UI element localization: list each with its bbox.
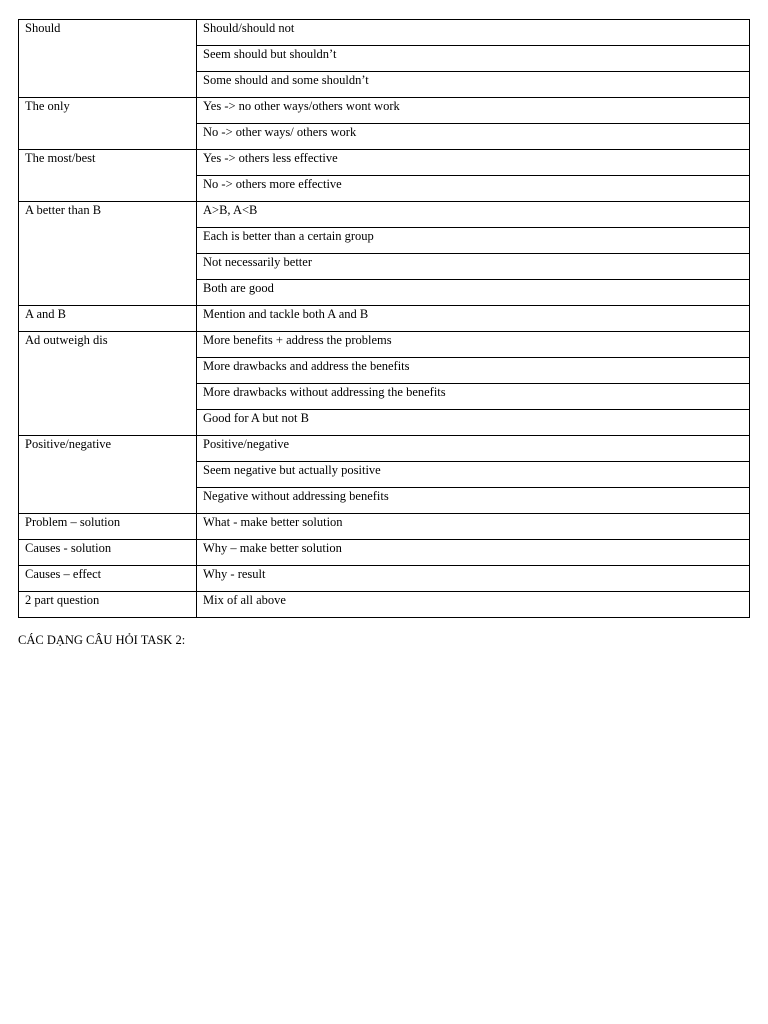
table-row bbox=[19, 436, 750, 462]
table-row bbox=[19, 202, 750, 228]
approach-text: More drawbacks and address the benefits bbox=[203, 359, 410, 373]
approach-cell bbox=[197, 254, 750, 280]
approach-text: Should/should not bbox=[203, 21, 295, 35]
approach-text: Yes -> no other ways/others wont work bbox=[203, 99, 400, 113]
question-type-label: Problem – solution bbox=[25, 515, 121, 529]
question-type-cell bbox=[19, 592, 197, 618]
approach-text: A>B, A<B bbox=[203, 203, 258, 217]
approach-text: Yes -> others less effective bbox=[203, 151, 338, 165]
approach-cell bbox=[197, 514, 750, 540]
question-type-cell bbox=[19, 332, 197, 436]
table-row bbox=[19, 566, 750, 592]
question-type-cell bbox=[19, 540, 197, 566]
table-row bbox=[19, 592, 750, 618]
table-row bbox=[19, 514, 750, 540]
approach-text: Mention and tackle both A and B bbox=[203, 307, 369, 321]
question-type-label: The only bbox=[25, 99, 70, 113]
approach-cell bbox=[197, 46, 750, 72]
approach-cell bbox=[197, 72, 750, 98]
question-type-label: Positive/negative bbox=[25, 437, 112, 451]
approach-cell bbox=[197, 228, 750, 254]
approach-text: Mix of all above bbox=[203, 593, 286, 607]
table-row bbox=[19, 540, 750, 566]
question-type-label: Should bbox=[25, 21, 61, 35]
question-type-cell bbox=[19, 98, 197, 150]
approach-cell bbox=[197, 566, 750, 592]
approach-cell bbox=[197, 332, 750, 358]
question-type-label: A and B bbox=[25, 307, 66, 321]
approach-cell bbox=[197, 20, 750, 46]
approach-text: Some should and some shouldn’t bbox=[203, 73, 369, 87]
approach-text: Positive/negative bbox=[203, 437, 290, 451]
table-row bbox=[19, 306, 750, 332]
question-type-label: Causes – effect bbox=[25, 567, 102, 581]
approach-cell bbox=[197, 306, 750, 332]
question-type-label: 2 part question bbox=[25, 593, 100, 607]
approach-text: Negative without addressing benefits bbox=[203, 489, 389, 503]
question-type-label: Ad outweigh dis bbox=[25, 333, 108, 347]
question-type-cell bbox=[19, 202, 197, 306]
question-type-cell bbox=[19, 306, 197, 332]
approach-cell bbox=[197, 540, 750, 566]
approach-cell bbox=[197, 280, 750, 306]
table-row bbox=[19, 332, 750, 358]
approach-text: What - make better solution bbox=[203, 515, 343, 529]
approach-cell bbox=[197, 488, 750, 514]
approach-text: No -> other ways/ others work bbox=[203, 125, 357, 139]
approach-cell bbox=[197, 436, 750, 462]
approach-text: Both are good bbox=[203, 281, 274, 295]
table-row bbox=[19, 98, 750, 124]
question-types-table bbox=[18, 19, 750, 618]
approach-text: Good for A but not B bbox=[203, 411, 309, 425]
approach-cell bbox=[197, 98, 750, 124]
table-row bbox=[19, 150, 750, 176]
question-type-label: A better than B bbox=[25, 203, 102, 217]
approach-cell bbox=[197, 384, 750, 410]
caption: CÁC DẠNG CÂU HỎI TASK 2: bbox=[18, 633, 186, 647]
approach-cell bbox=[197, 124, 750, 150]
approach-text: Why – make better solution bbox=[203, 541, 342, 555]
question-type-label: Causes - solution bbox=[25, 541, 112, 555]
approach-text: No -> others more effective bbox=[203, 177, 342, 191]
approach-text: Seem negative but actually positive bbox=[203, 463, 381, 477]
table-row bbox=[19, 20, 750, 46]
approach-cell bbox=[197, 202, 750, 228]
approach-text: More benefits + address the problems bbox=[203, 333, 392, 347]
question-type-label: The most/best bbox=[25, 151, 96, 165]
question-type-cell bbox=[19, 20, 197, 98]
approach-text: Why - result bbox=[203, 567, 266, 581]
question-type-cell bbox=[19, 566, 197, 592]
approach-text: More drawbacks without addressing the benefits bbox=[203, 385, 446, 399]
approach-text: Seem should but shouldn’t bbox=[203, 47, 337, 61]
approach-text: Each is better than a certain group bbox=[203, 229, 374, 243]
approach-cell bbox=[197, 462, 750, 488]
question-type-cell bbox=[19, 150, 197, 202]
question-type-cell bbox=[19, 436, 197, 514]
question-type-cell bbox=[19, 514, 197, 540]
approach-cell bbox=[197, 358, 750, 384]
approach-text: Not necessarily better bbox=[203, 255, 312, 269]
table-body bbox=[19, 20, 750, 618]
approach-cell bbox=[197, 176, 750, 202]
approach-cell bbox=[197, 150, 750, 176]
approach-cell bbox=[197, 592, 750, 618]
approach-cell bbox=[197, 410, 750, 436]
